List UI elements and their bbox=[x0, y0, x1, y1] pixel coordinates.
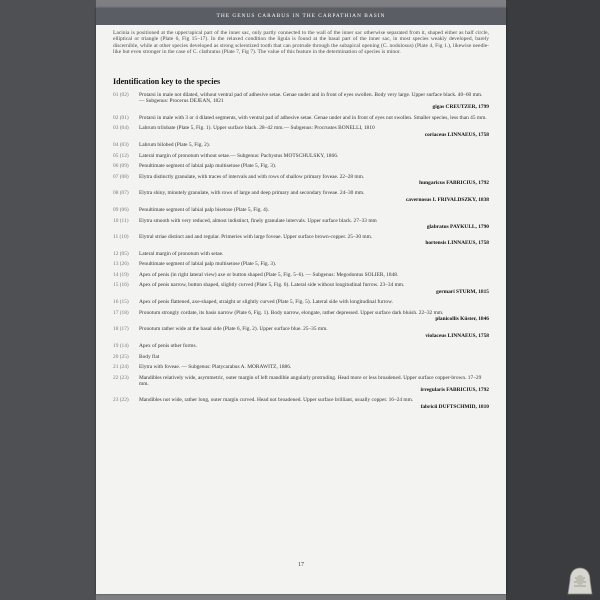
key-entry-body bbox=[139, 115, 489, 121]
key-entry bbox=[113, 251, 489, 257]
key-entry bbox=[113, 299, 489, 305]
scan-right-edge bbox=[506, 0, 600, 600]
key-entry-number: 19 (14) bbox=[113, 343, 129, 350]
key-entry-number: 05 (12) bbox=[113, 152, 129, 159]
key-entry-number: 14 (19) bbox=[113, 271, 129, 278]
key-entry-text: Protarsi in male not dilated, without ventral pad of adhesive setae. Genae under and in front of eyes swollen. Body very large. Upper surface black. 40–60 mm. — Subgenus: Procerus DEJEAN, 1821 bbox=[139, 92, 483, 105]
key-entry-species: irregularis FABRICIUS, 1792 bbox=[420, 386, 489, 393]
key-entry-text: Protarsi in male with 3 or 4 dilated segments, with ventral pad of adhesive setae. Genae under and in front of eyes not swollen. Smaller species, less than 45 mm. bbox=[139, 114, 487, 121]
key-entry-text: Body flat bbox=[139, 353, 160, 360]
key-entry-body bbox=[139, 310, 489, 322]
key-entry bbox=[113, 354, 489, 360]
key-entry-species: fabricii DUFTSCHMID, 1810 bbox=[420, 403, 489, 410]
key-entry bbox=[113, 364, 489, 370]
key-entry-text: Penultimate segment of labial palp bisetose (Plate 5, Fig. 4). bbox=[139, 207, 269, 214]
key-entry-text: Labrum trilobate (Plate 5, Fig. 1). Upper surface black. 28–42 mm.— Subgenus: Procrustes BONELLI, 1810 bbox=[139, 125, 375, 132]
key-entry bbox=[113, 343, 489, 349]
key-entry-body bbox=[139, 218, 489, 230]
key-entry-body bbox=[139, 299, 489, 305]
key-entry-number: 12 (05) bbox=[113, 250, 129, 257]
key-entry bbox=[113, 153, 489, 159]
identification-key bbox=[113, 92, 489, 414]
key-entry-text: Pronotum strongly cordate, its basis narrow (Plate 6, Fig. 1). Body narrow, elongate, rather depressed. Upper surface dark bluish. 22–32 mm. bbox=[139, 309, 444, 316]
key-entry-text: Apex of penis narrow, button shaped, slightly curved (Plate 5, Fig. 6). Lateral side without longitudinal furrow. 23–34 mm. bbox=[139, 282, 405, 289]
key-entry-text: Elytra distinctly granulate, with traces of intervals and with rows of shallow primary foveae. 22–28 mm. bbox=[139, 173, 365, 180]
key-entry-text: Labrum bilobed (Plate 5, Fig. 2). bbox=[139, 142, 210, 149]
key-entry bbox=[113, 375, 489, 394]
key-entry bbox=[113, 310, 489, 322]
key-entry-number: 06 (09) bbox=[113, 163, 129, 170]
pharaoh-head-icon bbox=[566, 566, 594, 596]
key-entry-number: 10 (11) bbox=[113, 217, 129, 224]
key-entry bbox=[113, 163, 489, 169]
key-entry-species: violaceus LINNAEUS, 1758 bbox=[425, 332, 489, 339]
key-entry-text: Apex of penis other forms. bbox=[139, 343, 197, 350]
key-entry-body bbox=[139, 251, 489, 257]
key-entry-text: Elytral striae distinct and and regular. Primeries with large foveae. Upper surface brown-copper. 25–30 mm. bbox=[139, 234, 373, 241]
key-entry-body bbox=[139, 92, 489, 111]
key-entry-number: 13 (26) bbox=[113, 261, 129, 268]
key-entry-text: Penultimate segment of labial palp multisetose (Plate 5, Fig. 3). bbox=[139, 163, 277, 170]
key-entry-text: Elytra shiny, minutely granulate, with rows of large and deep primary and secondary foveae. 24–30 mm. bbox=[139, 190, 365, 197]
key-entry-text: Pronotum rather wide at the basal side (Plate 6, Fig. 2). Upper surface blue. 25–35 mm. bbox=[139, 326, 328, 333]
key-entry bbox=[113, 190, 489, 202]
key-entry-body bbox=[139, 343, 489, 349]
key-entry-species: cavernosus I. FRIVALDSZKY, 1838 bbox=[405, 196, 489, 203]
key-entry bbox=[113, 207, 489, 213]
key-entry-species: germari STURM, 1815 bbox=[436, 288, 489, 295]
key-entry-body bbox=[139, 326, 489, 338]
key-entry-body bbox=[139, 125, 489, 137]
key-entry bbox=[113, 282, 489, 294]
key-entry-species: coriaceus LINNAEUS, 1758 bbox=[424, 131, 489, 138]
key-entry-number: 03 (04) bbox=[113, 125, 129, 132]
key-entry bbox=[113, 272, 489, 278]
key-entry-number: 18 (17) bbox=[113, 326, 129, 333]
key-entry-body bbox=[139, 207, 489, 213]
key-entry bbox=[113, 218, 489, 230]
key-entry bbox=[113, 92, 489, 111]
key-entry-number: 23 (22) bbox=[113, 397, 129, 404]
intro-paragraph: Lacinia is positioned at the upper/apical part of the inner sac, only partly connected to the wall of the inner sac otherwise separated from it, shaped either as half circle, elliptical or triangle (Plate 6, Fig 15–17). In the relaxed condition the ligula is found at the basal part of the inner sac, in most species weakly developed, barely discernible, while at other species developed as strong sclerotized tooth that can protrude through the subapical opening (C. nodulosus) (Plate 4, Fig 1.), likewise needle-like but even stronger in the case of C. clathratus (Plate 7, Fig 7). The value of this feature in the determination of species is minor. bbox=[113, 30, 489, 56]
key-entry-body bbox=[139, 364, 489, 370]
key-entry-text: Lateral margin of pronotum with setae. bbox=[139, 250, 224, 257]
key-entry bbox=[113, 397, 489, 409]
scan-left-edge bbox=[0, 0, 96, 600]
key-entry-text: Apex of penis flattened, axe-shaped, straight or slightly curved (Plate 5, Fig. 5). Lateral side with longitudinal furrow. bbox=[139, 299, 393, 306]
key-entry-body bbox=[139, 142, 489, 148]
key-entry-body bbox=[139, 163, 489, 169]
key-entry-number: 20 (25) bbox=[113, 353, 129, 360]
key-entry-text: Mandibles not wide, rather long, outer margin curved. Head not broadened. Upper surface brilliant, usually copper. 16–24 mm. bbox=[139, 397, 414, 404]
section-title: Identification key to the species bbox=[113, 77, 221, 86]
key-entry bbox=[113, 115, 489, 121]
key-entry-species: glabratus PAYKULL, 1790 bbox=[426, 223, 489, 230]
key-entry-body bbox=[139, 261, 489, 267]
key-entry-body bbox=[139, 190, 489, 202]
key-entry bbox=[113, 125, 489, 137]
key-entry-species: hortensis LINNAEUS, 1758 bbox=[425, 240, 489, 247]
key-entry-number: 15 (16) bbox=[113, 282, 129, 289]
key-entry bbox=[113, 261, 489, 267]
key-entry-body bbox=[139, 153, 489, 159]
key-entry-text: Elytra smooth with very reduced, almost indistinct, finely granulate intervals. Upper surface black. 27–33 mm bbox=[139, 217, 377, 224]
key-entry-body bbox=[139, 234, 489, 246]
key-entry bbox=[113, 142, 489, 148]
key-entry-species: hungaricus FABRICIUS, 1792 bbox=[419, 179, 489, 186]
key-entry-number: 11 (10) bbox=[113, 234, 129, 241]
key-entry-number: 02 (01) bbox=[113, 114, 129, 121]
key-entry-number: 01 (02) bbox=[113, 92, 129, 98]
key-entry-text: Elytra with foveae. — Subgenus: Platycarabus A. MORAWITZ, 1886. bbox=[139, 364, 292, 371]
page-number: 17 bbox=[298, 562, 304, 568]
key-entry-text: Penultimate segment of labial palp multisetose (Plate 5, Fig. 3). bbox=[139, 261, 277, 268]
running-header: THE GENUS CARABUS IN THE CARPATHIAN BASIN bbox=[96, 8, 506, 25]
key-entry-species: planicollis Küster, 1846 bbox=[435, 315, 489, 322]
key-entry-text: Mandibles relatively wide, asymmetric, outer margin of left mandible angularly protruding. Head more or less broadened. Upper surface copper-brown. 17–29 mm. bbox=[139, 374, 482, 387]
key-entry-number: 22 (23) bbox=[113, 374, 129, 381]
key-entry-body bbox=[139, 282, 489, 294]
key-entry-body bbox=[139, 375, 489, 394]
book-page bbox=[96, 8, 506, 594]
key-entry-number: 07 (08) bbox=[113, 173, 129, 180]
key-entry-number: 16 (15) bbox=[113, 299, 129, 306]
key-entry-number: 21 (24) bbox=[113, 364, 129, 371]
key-entry-text: Apex of penis (in right lateral view) axe or button shaped (Plate 5, Fig. 5–6). — Subgenus: Megodontus SOLIER, 1848. bbox=[139, 271, 399, 278]
key-entry bbox=[113, 174, 489, 186]
key-entry-body bbox=[139, 272, 489, 278]
key-entry-body bbox=[139, 397, 489, 409]
key-entry-number: 04 (03) bbox=[113, 142, 129, 149]
key-entry-text: Lateral margin of pronotum without setae.— Subgenus: Pachystus MOTSCHULSKY, 1866. bbox=[139, 152, 339, 159]
key-entry-number: 17 (18) bbox=[113, 309, 129, 316]
key-entry-number: 09 (06) bbox=[113, 207, 129, 214]
key-entry-body bbox=[139, 174, 489, 186]
key-entry bbox=[113, 326, 489, 338]
key-entry bbox=[113, 234, 489, 246]
key-entry-species: gigas CREUTZER, 1799 bbox=[432, 104, 489, 111]
key-entry-body bbox=[139, 354, 489, 360]
key-entry-number: 08 (07) bbox=[113, 190, 129, 197]
